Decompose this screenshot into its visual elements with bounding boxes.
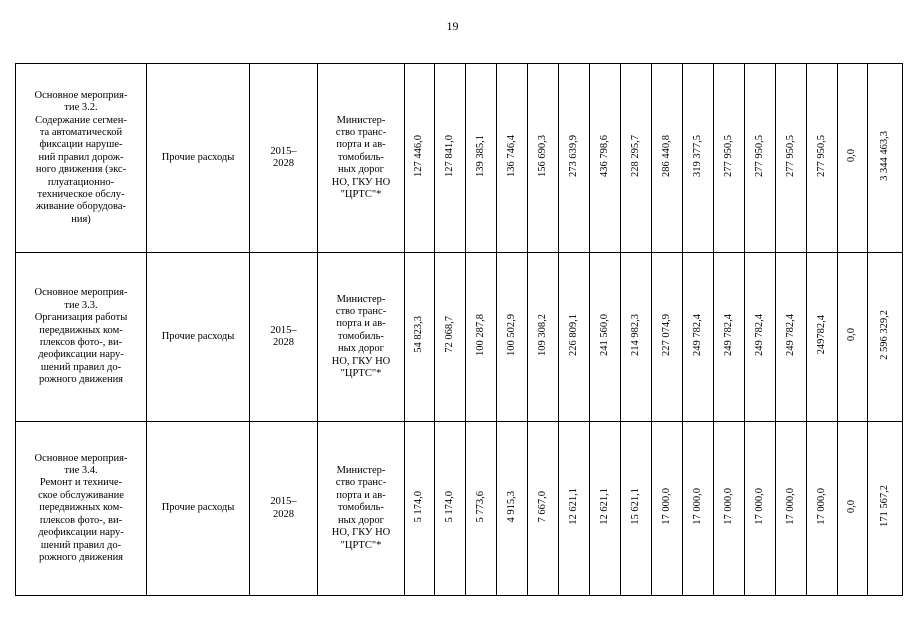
page-number: 19 xyxy=(446,19,459,33)
value-cell xyxy=(838,422,868,596)
event-line: та автоматической xyxy=(39,126,123,138)
expense-category-cell: Прочие расходы xyxy=(147,64,250,253)
event-line: Основное мероприя- xyxy=(34,452,128,464)
value-text: 5 174,0 xyxy=(443,490,455,523)
executor-line: томобиль- xyxy=(338,151,384,163)
executor-cell xyxy=(318,253,405,422)
value-text: 249782,4 xyxy=(815,315,827,355)
executor-line: Министер- xyxy=(336,465,386,477)
executor-cell xyxy=(318,422,405,596)
event-line: Основное мероприя- xyxy=(34,287,128,299)
value-cell xyxy=(559,64,590,253)
budget-table xyxy=(15,63,903,596)
event-line: живание оборудова- xyxy=(36,201,126,213)
executor-line: НО, ГКУ НО xyxy=(331,355,391,367)
value-text: 17 000,0 xyxy=(753,487,765,525)
value-cell xyxy=(683,253,714,422)
event-line: рожного движения xyxy=(38,374,124,386)
value-cell xyxy=(745,253,776,422)
value-cell xyxy=(714,422,745,596)
value-cell xyxy=(466,64,497,253)
event-line: деофиксации нару- xyxy=(38,349,124,361)
value-cell xyxy=(652,64,683,253)
value-text: 139 385,1 xyxy=(474,134,486,177)
value-cell xyxy=(435,253,466,422)
event-line: плексов фото-, ви- xyxy=(39,514,123,526)
value-cell xyxy=(435,64,466,253)
value-cell xyxy=(405,253,435,422)
total-value-cell xyxy=(868,422,903,596)
event-line: тие 3.3. xyxy=(64,299,98,311)
value-cell xyxy=(838,64,868,253)
event-cell xyxy=(16,253,147,422)
event-line: Организация работы xyxy=(34,312,128,324)
value-text: 277 950,5 xyxy=(784,134,796,177)
executor-line: ных дорог xyxy=(338,514,384,526)
event-line: ний правил дорож- xyxy=(38,151,124,163)
executor-line: Министер- xyxy=(336,114,386,126)
value-cell xyxy=(745,64,776,253)
value-cell xyxy=(745,422,776,596)
value-cell xyxy=(683,422,714,596)
event-line: передвижных ком- xyxy=(39,502,123,514)
value-cell xyxy=(683,64,714,253)
event-line: шений правил до- xyxy=(40,539,122,551)
executor-line: ных дорог xyxy=(338,164,384,176)
executor-line: порта и ав- xyxy=(336,318,386,330)
value-text: 15 621,1 xyxy=(629,487,641,525)
executor-line: НО, ГКУ НО xyxy=(331,176,391,188)
value-cell xyxy=(497,422,528,596)
period-line: 2028 xyxy=(273,337,294,348)
value-text: 127 841,0 xyxy=(443,134,455,177)
value-text: 227 074,9 xyxy=(660,313,672,356)
executor-line: ство транс- xyxy=(335,305,387,317)
period-line: 2015– xyxy=(270,145,297,157)
executor-line: ство транс- xyxy=(335,126,387,138)
value-cell xyxy=(807,253,838,422)
expense-category-cell: Прочие расходы xyxy=(147,422,250,596)
value-cell xyxy=(559,253,590,422)
value-text: 100 502,9 xyxy=(505,313,517,356)
value-cell xyxy=(652,422,683,596)
event-line: фиксации наруше- xyxy=(39,139,123,151)
event-line: тие 3.4. xyxy=(64,465,98,477)
value-cell xyxy=(590,64,621,253)
value-cell xyxy=(776,253,807,422)
value-text: 286 440,8 xyxy=(660,134,672,177)
value-cell xyxy=(405,422,435,596)
period-line: 2028 xyxy=(273,508,294,520)
table-body xyxy=(16,64,903,596)
event-line: ния) xyxy=(71,213,91,225)
value-text: 0,0 xyxy=(846,149,858,163)
value-text: 171 567,2 xyxy=(878,485,890,528)
value-text: 127 446,0 xyxy=(413,134,425,177)
value-text: 241 560,0 xyxy=(598,313,610,356)
value-cell xyxy=(497,253,528,422)
value-cell xyxy=(621,64,652,253)
value-text: 17 000,0 xyxy=(784,487,796,525)
value-cell xyxy=(528,64,559,253)
period-cell xyxy=(250,253,318,422)
value-text: 249 782,4 xyxy=(722,313,734,356)
value-text: 0,0 xyxy=(846,499,858,513)
value-cell xyxy=(621,422,652,596)
value-cell xyxy=(590,253,621,422)
value-text: 5 174,0 xyxy=(413,490,425,523)
period-line: 2015– xyxy=(270,496,297,508)
value-text: 100 287,8 xyxy=(474,313,486,356)
value-text: 0,0 xyxy=(846,328,858,342)
value-cell xyxy=(590,422,621,596)
value-cell xyxy=(838,253,868,422)
event-line: Содержание сегмен- xyxy=(35,114,127,126)
event-line: шений правил до- xyxy=(40,361,122,373)
event-line: плуатационно- xyxy=(47,176,115,188)
event-line: ного движения (экс- xyxy=(35,164,127,176)
executor-line: томобиль- xyxy=(338,330,384,342)
value-cell xyxy=(776,64,807,253)
event-cell xyxy=(16,422,147,596)
value-text: 17 000,0 xyxy=(660,487,672,525)
value-text: 249 782,4 xyxy=(784,313,796,356)
period-line: 2015– xyxy=(270,324,297,336)
executor-line: порта и ав- xyxy=(336,139,386,151)
value-text: 2 596 329,2 xyxy=(878,309,890,360)
value-text: 228 295,7 xyxy=(629,134,641,177)
value-text: 17 000,0 xyxy=(815,487,827,525)
value-text: 4 915,3 xyxy=(505,490,517,523)
period-cell xyxy=(250,422,318,596)
value-text: 12 621,1 xyxy=(567,487,579,525)
value-text: 17 000,0 xyxy=(691,487,703,525)
event-line: деофиксации нару- xyxy=(38,527,124,539)
period-line: 2028 xyxy=(273,158,294,169)
value-text: 17 000,0 xyxy=(722,487,734,525)
value-text: 7 667,0 xyxy=(536,490,548,523)
value-text: 109 308,2 xyxy=(536,313,548,356)
value-cell xyxy=(776,422,807,596)
table-row xyxy=(16,422,903,596)
executor-line: ство транс- xyxy=(335,477,387,489)
event-line: плексов фото-, ви- xyxy=(39,337,123,348)
value-text: 249 782,4 xyxy=(691,313,703,356)
value-text: 249 782,4 xyxy=(753,313,765,356)
event-line: техническое обслу- xyxy=(37,189,125,201)
value-text: 277 950,5 xyxy=(815,134,827,177)
value-cell xyxy=(497,64,528,253)
value-text: 136 746,4 xyxy=(505,134,517,177)
executor-line: ных дорог xyxy=(338,343,384,355)
value-text: 436 798,6 xyxy=(598,134,610,177)
value-cell xyxy=(621,253,652,422)
value-cell xyxy=(714,64,745,253)
event-line: ское обслуживание xyxy=(38,489,124,501)
event-line: тие 3.2. xyxy=(64,102,98,114)
value-cell xyxy=(405,64,435,253)
event-cell xyxy=(16,64,147,253)
period-cell xyxy=(250,64,318,253)
value-cell xyxy=(559,422,590,596)
total-value-cell xyxy=(868,253,903,422)
executor-cell xyxy=(318,64,405,253)
event-line: Основное мероприя- xyxy=(34,89,128,101)
value-cell xyxy=(528,422,559,596)
value-cell xyxy=(466,253,497,422)
executor-line: "ЦРТС"* xyxy=(340,189,382,201)
value-text: 277 950,5 xyxy=(753,134,765,177)
table-row xyxy=(16,64,903,253)
value-text: 214 982,3 xyxy=(629,313,641,356)
value-cell xyxy=(435,422,466,596)
value-cell xyxy=(807,422,838,596)
executor-line: Министер- xyxy=(336,293,386,305)
value-text: 319 377,5 xyxy=(691,134,703,177)
value-text: 54 823,3 xyxy=(413,316,425,354)
table-row xyxy=(16,253,903,422)
executor-line: "ЦРТС"* xyxy=(340,539,382,551)
value-text: 12 621,1 xyxy=(598,487,610,525)
value-cell xyxy=(807,64,838,253)
value-text: 156 690,3 xyxy=(536,134,548,177)
value-text: 3 344 463,3 xyxy=(878,130,890,181)
event-line: Ремонт и техниче- xyxy=(39,477,123,489)
executor-line: томобиль- xyxy=(338,502,384,514)
value-cell xyxy=(714,253,745,422)
total-value-cell xyxy=(868,64,903,253)
value-cell xyxy=(466,422,497,596)
event-line: передвижных ком- xyxy=(39,324,123,336)
event-line: рожного движения xyxy=(38,551,124,563)
value-text: 226 809,1 xyxy=(567,313,579,356)
value-text: 5 773,6 xyxy=(474,490,486,523)
executor-line: НО, ГКУ НО xyxy=(331,527,391,539)
value-text: 277 950,5 xyxy=(722,134,734,177)
value-cell xyxy=(652,253,683,422)
expense-category-cell: Прочие расходы xyxy=(147,253,250,422)
value-cell xyxy=(528,253,559,422)
value-text: 72 068,7 xyxy=(443,316,455,354)
value-text: 273 639,9 xyxy=(567,134,579,177)
executor-line: "ЦРТС"* xyxy=(340,368,382,380)
executor-line: порта и ав- xyxy=(336,489,386,501)
